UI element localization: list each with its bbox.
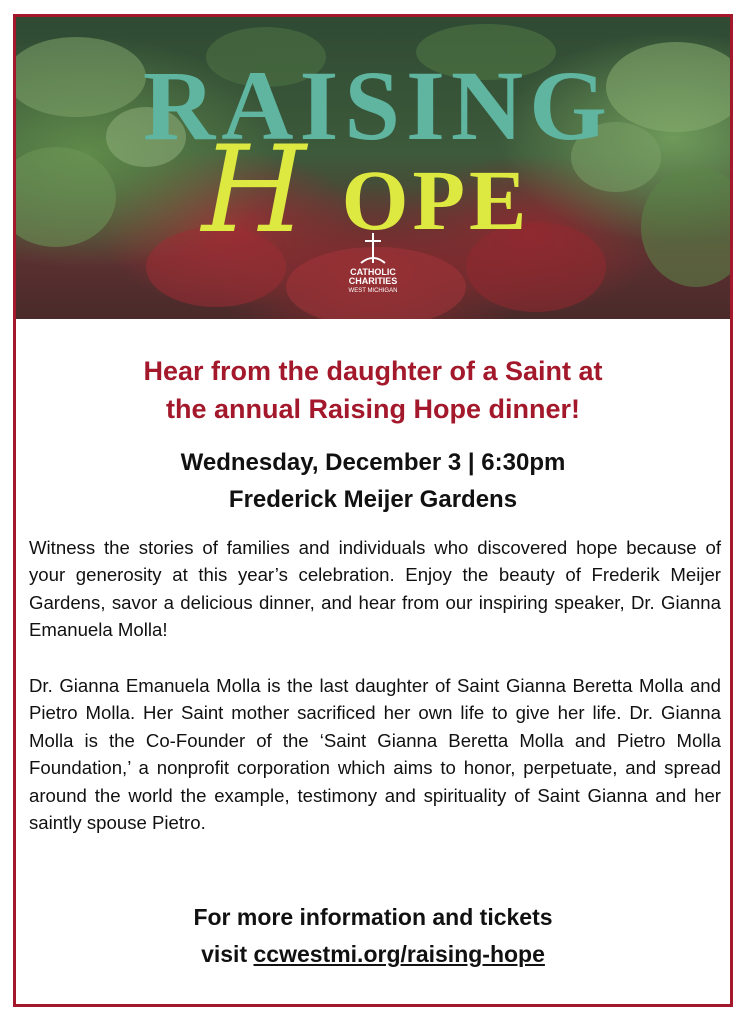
flyer-frame	[13, 14, 733, 1007]
headline-line1: Hear from the daughter of a Saint at	[143, 356, 603, 386]
cta-line1: For more information and tickets	[193, 904, 553, 930]
logo-text-line3: WEST MICHIGAN	[348, 288, 398, 294]
logo-text-line2: CHARITIES	[348, 276, 398, 286]
cta-line2	[16, 937, 730, 971]
headline-line2: the annual Raising Hope dinner!	[165, 394, 581, 424]
body-paragraph-1: Witness the stories of families and individuals who discovered hope because of your generosity at this year’s celebration. Enjoy the beauty of Frederik Meijer Gardens, savor a delicious dinner, and hear from our inspiring speaker, Dr. Gianna Emanuela Molla!	[29, 537, 721, 641]
raising-hope-link[interactable]: ccwestmi.org/raising-hope	[253, 941, 545, 967]
logo-text-line1: CATHOLIC	[350, 267, 396, 277]
banner-image	[16, 17, 730, 319]
title-script-h: H	[201, 121, 307, 260]
event-date-time: Wednesday, December 3 | 6:30pm	[180, 449, 566, 476]
cta-visit-label: visit	[201, 941, 248, 967]
body-paragraph-2: Dr. Gianna Emanuela Molla is the last daughter of Saint Gianna Beretta Molla and Pietro Molla. Her Saint mother sacrificed her own life to give her life. Dr. Gianna Molla is the Co-Founder of the ‘Saint Gianna Beretta Molla and Pietro Molla Foundation,’ a nonprofit corporation which aims to honor, perpetuate, and spread around the world the example, testimony and spirituality of Saint Gianna and her saintly spouse Pietro.	[29, 675, 721, 834]
title-ope: OPE	[341, 152, 531, 248]
banner-graphic	[16, 17, 730, 319]
title-raising: RAISING	[143, 50, 613, 161]
event-venue: Frederick Meijer Gardens	[228, 486, 518, 513]
